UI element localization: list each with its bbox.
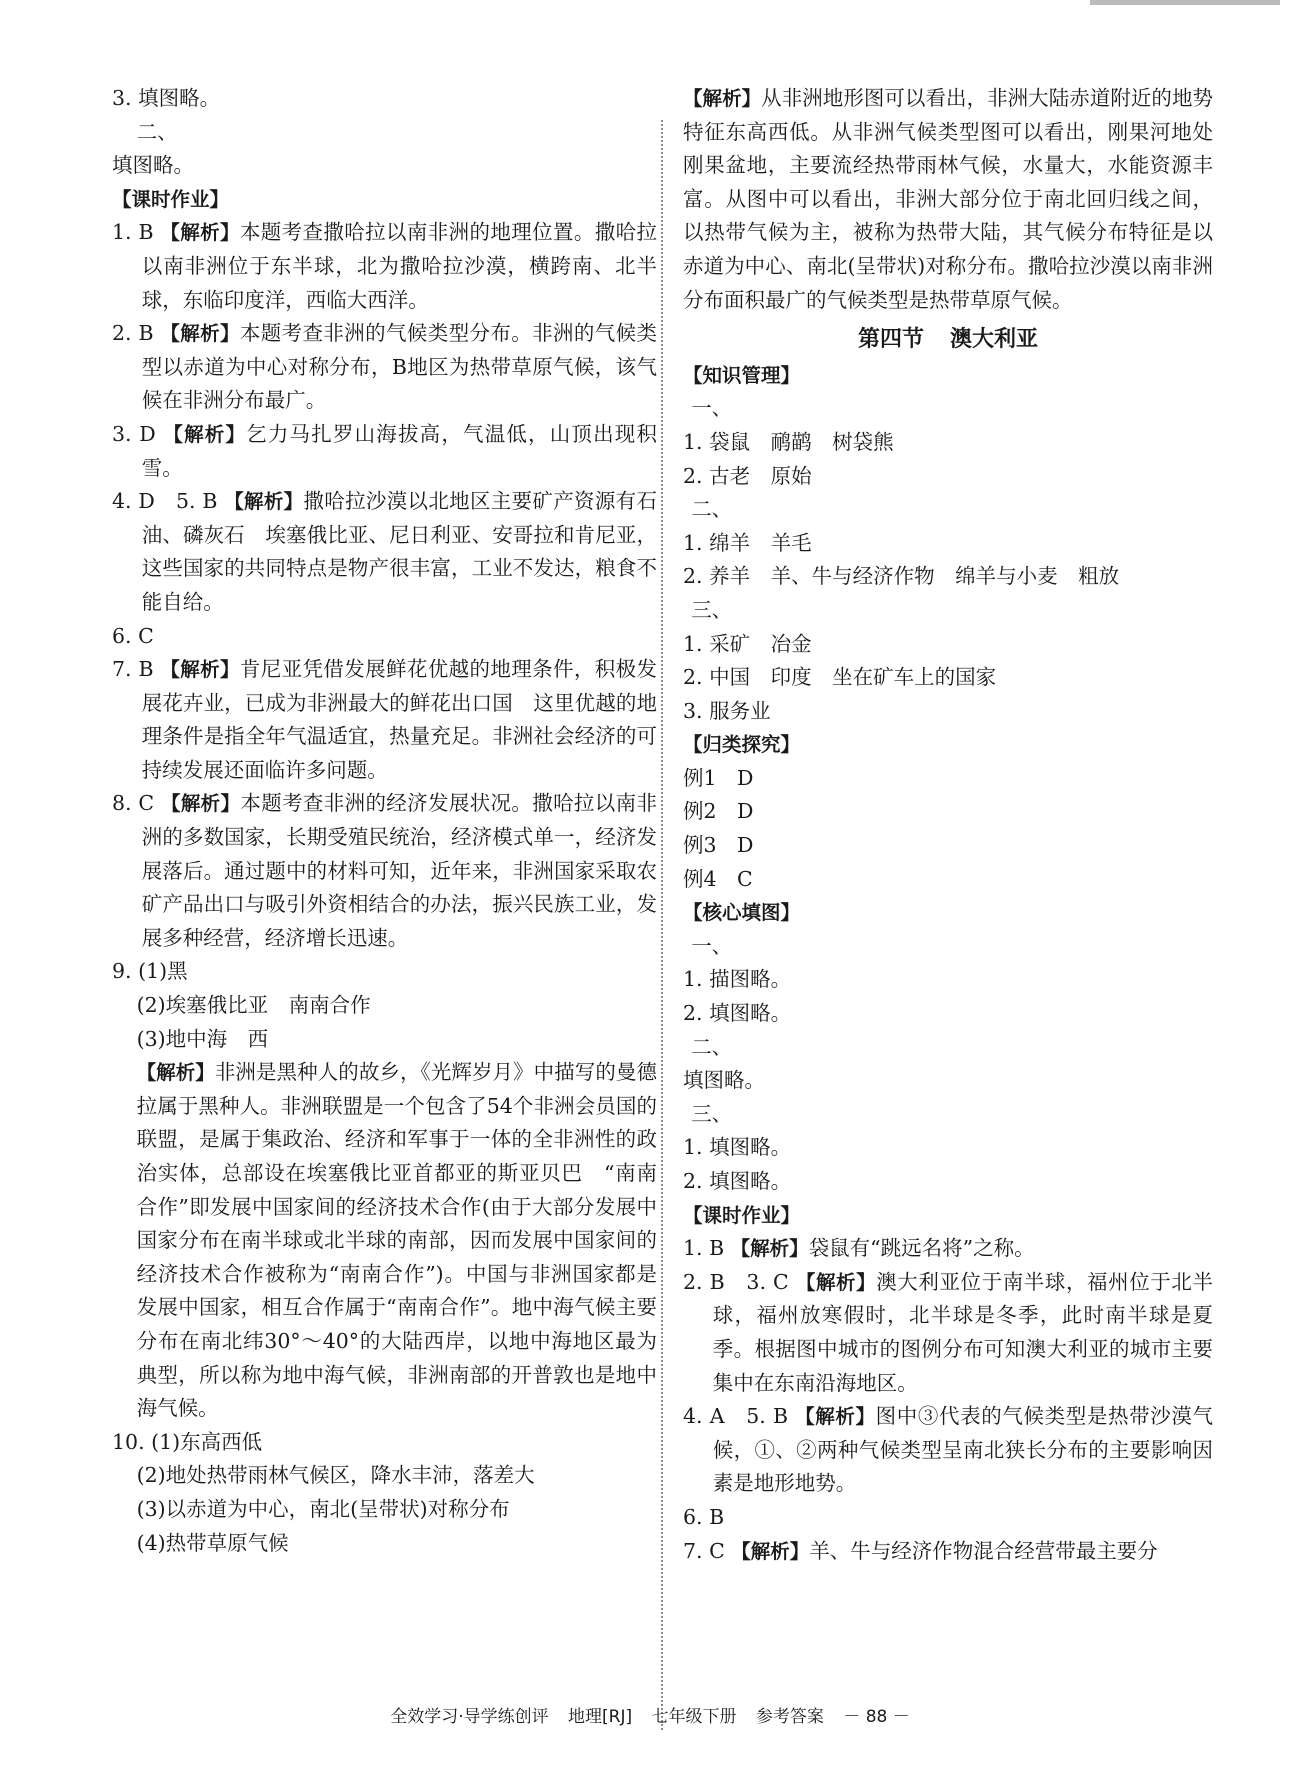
answer-item-3 xyxy=(112,418,657,485)
section-heading-hexin: 【核心填图】 xyxy=(683,901,801,925)
answer-number: 2. B 3. C xyxy=(683,1269,789,1294)
list-item: 2. 填图略。 xyxy=(683,1001,792,1026)
list-item: 1. 采矿 冶金 xyxy=(683,631,812,656)
analysis-tag: 【解析】 xyxy=(795,1270,877,1294)
analysis-text: 澳大利亚位于南半球，福州位于北半球，福州放寒假时，北半球是冬季，此时南半球是夏季。根据图中城市的图例分布可知澳大利亚的城市主要集中在东南沿海地区。 xyxy=(712,1269,1213,1395)
analysis-text: 袋鼠有“跳远名将”之称。 xyxy=(808,1236,1035,1261)
analysis-tag: 【解析】 xyxy=(795,1405,876,1429)
section-heading-guilei: 【归类探究】 xyxy=(683,733,801,757)
answer-item-9-2: (2)埃塞俄比亚 南南合作 xyxy=(136,993,371,1018)
answer-number: 1. B xyxy=(112,220,154,245)
section-heading-keshi-2: 【课时作业】 xyxy=(683,1203,801,1227)
analysis-tag: 【解析】 xyxy=(160,658,240,682)
answer-number: 4. A 5. B xyxy=(683,1404,789,1429)
list-item: 三、 xyxy=(691,1101,733,1126)
list-item: 例4 C xyxy=(683,866,753,891)
list-item: 一、 xyxy=(691,933,733,958)
continued-analysis xyxy=(683,82,1213,317)
list-item: 一、 xyxy=(691,396,733,421)
section-heading-keshi: 【课时作业】 xyxy=(112,187,230,211)
answer-item-8 xyxy=(112,787,657,955)
answer-number: 8. C xyxy=(112,791,155,816)
answer-item-10-1: 10. (1)东高西低 xyxy=(112,1429,263,1454)
page-number: － 88 － xyxy=(843,1707,910,1727)
answer-line: 填图略。 xyxy=(112,153,194,178)
list-item: 例2 D xyxy=(683,799,754,824)
list-item: 1. 绵羊 羊毛 xyxy=(683,530,812,555)
list-item: 1. 描图略。 xyxy=(683,967,792,992)
section-number-label: 第四节 xyxy=(857,327,924,353)
analysis-text: 羊、牛与经济作物混合经营带最主要分 xyxy=(809,1538,1158,1563)
list-item: 例3 D xyxy=(683,833,754,858)
footer-label: 参考答案 xyxy=(755,1707,824,1727)
answer-number: 7. C xyxy=(683,1538,725,1563)
analysis-text: 从非洲地形图可以看出，非洲大陆赤道附近的地势特征东高西低。从非洲气候类型图可以看出，刚果河地处刚果盆地，主要流经热带雨林气候，水量大，水能资源丰富。从图中可以看出，非洲大部分位于南北回归线之间，以热带气候为主，被称为热带大陆，其气候分布特征是以赤道为中心、南北(呈带状)对称分布。撒哈拉沙漠以南非洲分布面积最广的气候类型是热带草原气候。 xyxy=(683,86,1213,312)
list-item: 2. 中国 印度 坐在矿车上的国家 xyxy=(683,665,997,690)
answer-item-1 xyxy=(683,1232,1213,1266)
answer-item-4-5 xyxy=(683,1400,1213,1501)
page-footer xyxy=(0,1702,1300,1727)
answer-item-1 xyxy=(112,216,657,317)
list-item: 2. 古老 原始 xyxy=(683,463,812,488)
answer-number: 7. B xyxy=(112,657,154,682)
analysis-tag: 【解析】 xyxy=(163,422,247,446)
analysis-text: 本题考查撒哈拉以南非洲的地理位置。撒哈拉以南非洲位于东半球，北为撒哈拉沙漠，横跨南、北半球，东临印度洋，西临大西洋。 xyxy=(141,220,657,312)
answer-item-4-5 xyxy=(112,485,657,619)
list-item: 2. 养羊 羊、牛与经济作物 绵羊与小麦 粗放 xyxy=(683,564,1120,589)
section-heading-zhishi: 【知识管理】 xyxy=(683,363,801,387)
list-item: 3. 服务业 xyxy=(683,698,771,723)
section-number: 二、 xyxy=(136,119,178,144)
answer-number: 4. D 5. B xyxy=(112,489,218,514)
section-title xyxy=(683,323,1213,357)
answer-item-9-analysis xyxy=(112,1056,657,1426)
column-divider xyxy=(661,120,663,1730)
answer-item-10-4: (4)热带草原气候 xyxy=(136,1530,289,1555)
analysis-text: 本题考查非洲的经济发展状况。撒哈拉以南非洲的多数国家，长期受殖民统治，经济模式单一，经济发展落后。通过题中的材料可知，近年来，非洲国家采取农矿产品出口与吸引外资相结合的办法，振兴民族工业，发展多种经营，经济增长迅速。 xyxy=(141,791,657,950)
analysis-tag: 【解析】 xyxy=(160,322,240,346)
list-item: 填图略。 xyxy=(683,1068,765,1093)
analysis-tag: 【解析】 xyxy=(683,87,762,110)
list-item: 二、 xyxy=(691,1034,733,1059)
footer-subject: 地理[RJ] xyxy=(568,1707,633,1727)
section-name: 澳大利亚 xyxy=(950,327,1039,353)
answer-item-9-1: 9. (1)黑 xyxy=(112,959,188,984)
analysis-tag: 【解析】 xyxy=(160,221,240,245)
analysis-text: 撒哈拉沙漠以北地区主要矿产资源有石油、磷灰石 埃塞俄比亚、尼日利亚、安哥拉和肯尼亚，这些国家的共同特点是物产很丰富，工业不发达，粮食不能自给。 xyxy=(141,489,657,614)
list-item: 1. 袋鼠 鸸鹋 树袋熊 xyxy=(683,429,894,454)
right-column xyxy=(683,82,1213,1568)
analysis-tag: 【解析】 xyxy=(160,792,241,816)
analysis-tag: 【解析】 xyxy=(730,1237,809,1261)
analysis-text: 非洲是黑种人的故乡，《光辉岁月》中描写的曼德拉属于黑种人。非洲联盟是一个包含了54个非洲会员国的联盟，是属于集政治、经济和军事于一体的全非洲性的政治实体，总部设在埃塞俄比亚首都亚的斯亚贝巴 “南南合作”即发展中国家间的经济技术合作(由于大部分发展中国家分布在南半球或北半球的南部，因而发展中国家间的经济技术合作被称为“南南合作”)。中国与非洲国家都是发展中国家，相互合作属于“南南合作”。地中海气候主要分布在南北纬30°～40°的大陆西岸，以地中海地区最为典型，所以称为地中海气候，非洲南部的开普敦也是地中海气候。 xyxy=(136,1060,657,1421)
answer-item-9-3: (3)地中海 西 xyxy=(136,1026,269,1051)
answer-item-6: 6. C xyxy=(112,623,154,648)
answer-line: 3. 填图略。 xyxy=(112,86,221,110)
analysis-tag: 【解析】 xyxy=(224,490,304,514)
top-edge-mark xyxy=(1090,0,1280,5)
list-item: 二、 xyxy=(691,497,733,522)
list-item: 2. 填图略。 xyxy=(683,1169,792,1193)
answer-item-7 xyxy=(112,653,657,787)
analysis-text: 乞力马扎罗山海拔高，气温低，山顶出现积雪。 xyxy=(141,421,657,480)
answer-item-10-2: (2)地处热带雨林气候区，降水丰沛，落差大 xyxy=(136,1463,535,1488)
list-item: 例1 D xyxy=(683,765,754,790)
analysis-text: 肯尼亚凭借发展鲜花优越的地理条件，积极发展花卉业，已成为非洲最大的鲜花出口国 这里优越的地理条件是指全年气温适宜，热量充足。非洲社会经济的可持续发展还面临许多问题。 xyxy=(141,657,657,782)
answer-number: 2. B xyxy=(112,321,154,346)
answer-item-10-3: (3)以赤道为中心，南北(呈带状)对称分布 xyxy=(136,1496,510,1521)
answer-item-2-3 xyxy=(683,1266,1213,1400)
analysis-tag: 【解析】 xyxy=(136,1061,215,1085)
answer-number: 1. B xyxy=(683,1236,725,1261)
answer-item-2 xyxy=(112,317,657,418)
footer-series: 全效学习·导学练创评 xyxy=(390,1707,549,1727)
analysis-text: 图中③代表的气候类型是热带沙漠气候，①、②两种气候类型呈南北狭长分布的主要影响因素是地形地势。 xyxy=(712,1404,1213,1496)
analysis-text: 本题考查非洲的气候类型分布。非洲的气候类型以赤道为中心对称分布，B地区为热带草原气候，该气候在非洲分布最广。 xyxy=(141,321,657,413)
answer-item-7 xyxy=(683,1535,1213,1569)
footer-grade: 七年级下册 xyxy=(651,1707,737,1727)
analysis-tag: 【解析】 xyxy=(731,1539,810,1563)
left-column xyxy=(112,82,657,1560)
answer-number: 3. D xyxy=(112,421,156,446)
list-item: 1. 填图略。 xyxy=(683,1135,792,1160)
answer-item-6: 6. B xyxy=(683,1504,725,1529)
list-item: 三、 xyxy=(691,597,733,622)
